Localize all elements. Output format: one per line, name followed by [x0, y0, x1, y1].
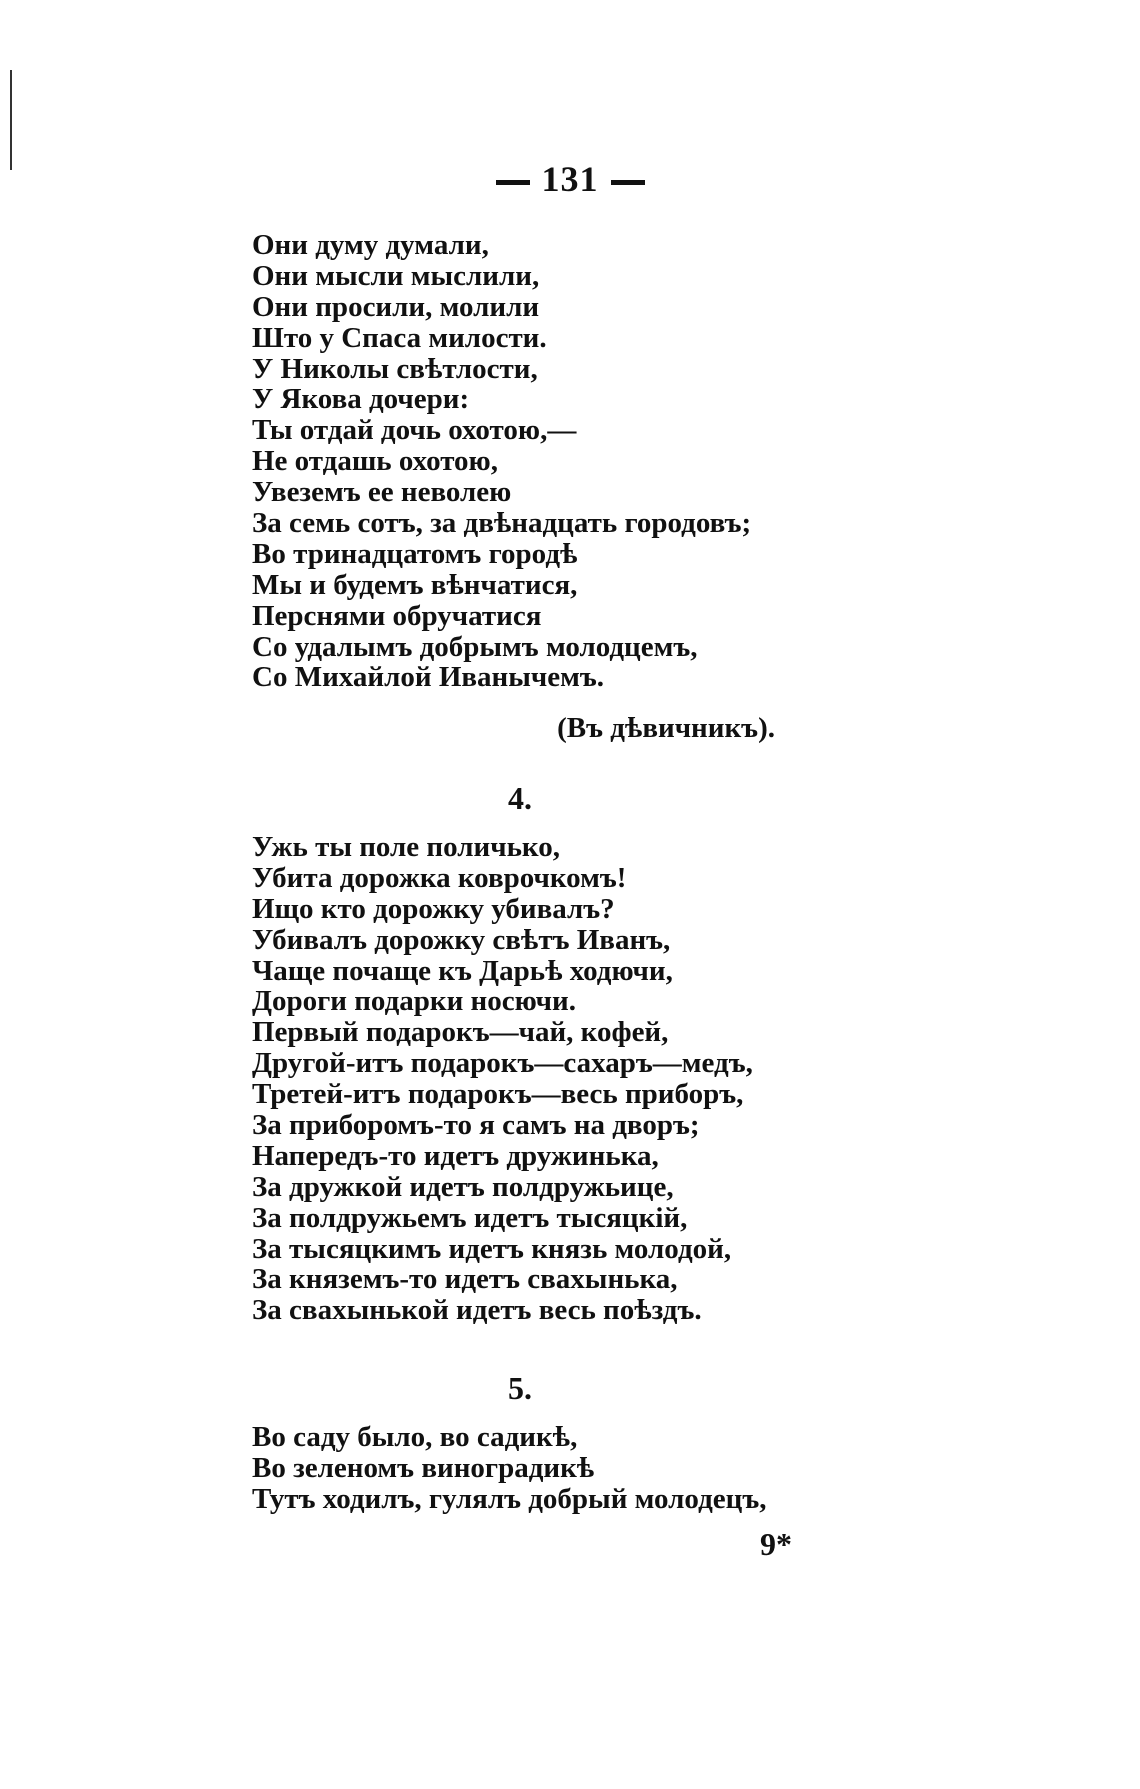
verse-line: Со удалымъ добрымъ молодцемъ,	[252, 630, 698, 663]
section-5-verse	[252, 1422, 766, 1515]
verse-line: Мы и будемъ вѣнчатися,	[252, 568, 578, 601]
verse-line: Во саду было, во садикѣ,	[252, 1421, 578, 1453]
verse-line: Убита дорожка коврочкомъ!	[252, 861, 627, 894]
verse-line: За дружкой идетъ полдружьице,	[252, 1170, 674, 1203]
page-header	[0, 158, 1140, 200]
section-4-verse	[252, 832, 753, 1326]
header-dash-left	[496, 180, 530, 185]
section-5-number: 5.	[508, 1370, 532, 1406]
verse-line: У Якова дочери:	[252, 383, 470, 416]
margin-rule	[10, 70, 12, 170]
verse-line: За свахынькой идетъ весь поѣздъ.	[252, 1294, 702, 1327]
verse-line: Ищо кто дорожку убивалъ?	[252, 892, 615, 925]
verse-line: Третей-итъ подарокъ—весь приборъ,	[252, 1078, 744, 1111]
verse-line: Убивалъ дорожку свѣтъ Иванъ,	[252, 923, 671, 956]
verse-line: Во зеленомъ виноградикѣ	[252, 1451, 595, 1484]
verse-line: Не отдашь охотою,	[252, 445, 498, 478]
verse-line: Увеземъ ее неволею	[252, 476, 512, 509]
verse-line: Они просили, молили	[252, 290, 540, 323]
verse-line: Они думу думали,	[252, 229, 489, 261]
verse-line: Што у Спаса милости.	[252, 321, 547, 354]
verse-line: Во тринадцатомъ городѣ	[252, 537, 578, 570]
page-number: 131	[541, 159, 599, 199]
verse-line: Первый подарокъ—чай, кофей,	[252, 1016, 669, 1049]
section-3-verse	[252, 230, 751, 693]
verse-line: Ты отдай дочь охотою,—	[252, 414, 577, 447]
verse-line: Напередъ-то идетъ дружинька,	[252, 1139, 659, 1172]
section-3-note: (Въ дѣвичникъ).	[557, 712, 775, 744]
verse-line: За полдружьемъ идетъ тысяцкій,	[252, 1201, 688, 1234]
verse-line: За приборомъ-то я самъ на дворъ;	[252, 1109, 700, 1142]
verse-line: У Николы свѣтлости,	[252, 352, 538, 385]
verse-line: Со Михайлой Иванычемъ.	[252, 661, 605, 694]
verse-line: Они мысли мыслили,	[252, 259, 540, 292]
verse-line: Ужь ты поле поличько,	[252, 831, 560, 863]
verse-line: Другой-итъ подарокъ—сахаръ—медъ,	[252, 1047, 753, 1080]
verse-line: За княземъ-то идетъ свахынька,	[252, 1263, 678, 1296]
verse-line: За семь сотъ, за двѣнадцать городовъ;	[252, 507, 752, 540]
verse-line: Чаще почаще къ Дарьѣ ходючи,	[252, 954, 673, 987]
verse-line: Перснями обручатися	[252, 599, 542, 632]
header-dash-right	[611, 180, 645, 185]
verse-line: Дороги подарки носючи.	[252, 985, 576, 1018]
section-4-number: 4.	[508, 780, 532, 816]
verse-line: Тутъ ходилъ, гулялъ добрый молодецъ,	[252, 1482, 767, 1515]
verse-line: За тысяцкимъ идетъ князь молодой,	[252, 1232, 732, 1265]
signature-mark: 9*	[760, 1526, 792, 1562]
